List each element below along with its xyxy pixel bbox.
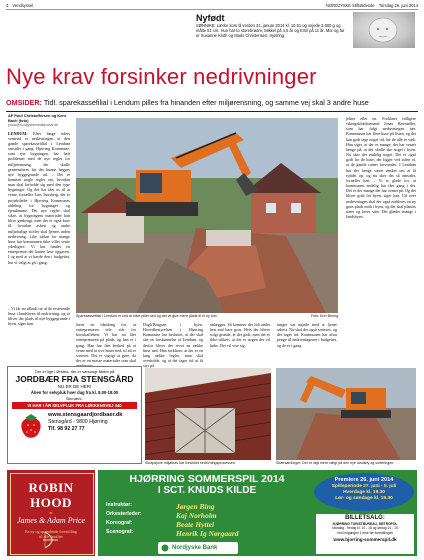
sommerspil-ad	[98, 470, 417, 556]
robinhood-ad	[7, 470, 95, 556]
jordbaer-address: Stensgård · 9800 Hjørring	[48, 419, 108, 425]
kicker: OMSIDER:	[6, 98, 42, 107]
byline: AF Poul Christoffersen og Kent Bach (foto)	[8, 113, 66, 123]
robinhood-sub4: til alle familier	[39, 534, 63, 539]
sommerspil-site[interactable]: www.hjorring-sommerspil.dk	[333, 537, 397, 543]
sommerspil-subtitle: I SCT. KNUDS KILDE	[157, 485, 257, 496]
page-header	[6, 3, 418, 10]
robinhood-sub1: at	[49, 510, 53, 515]
body-text-6: jekter eller en. Forklarer tidligere vikingeklubformand Jonas Havmøller, som har fulgt nedrivningen tæt. Kommunen har flere huse på listen, og det kan godt tage noget tid, før de alle er væk. Han siger, at der er mange, der har ventet længe på, at der skulle ske noget i byen. Nu sker der endelig noget. Det er også godt for de huse, der ligger ved siden af, at de gamle ruiner forsvinder. I Lendum har der længe været ønsket om at få ryddet op, og nu sker det så omsider, fortæller han. – Vi er glade for, at kommunen endelig har fået gang i det. Det er der mange der har ventet på. Og det bliver godt for byen, siger han. Ud over nedrivningen skal der også etableres en ny grøn plads midt i byen, og der skal plantes træer og laves stier. Det glæder mange i landsbyen.	[346, 116, 416, 219]
role-name: Jørgen Bing	[176, 502, 215, 511]
roof-photo-caption: Skrapsjove miljøkrav har forsinket nedrivningsprocessen.	[145, 461, 236, 465]
dates-2: Hverdage kl. 19.30	[343, 490, 385, 495]
sommerspil-title: HJØRRING SOMMERSPIL 2014	[129, 473, 285, 485]
dates-badge	[314, 473, 414, 511]
tickets-3: Ved indgangen 1 time før forestillingen	[336, 530, 394, 535]
premiere: Premiere 26. juni 2014	[334, 477, 394, 483]
robinhood-sub3: En ny og spændende forestilling	[25, 529, 77, 534]
page-date: Torsdag 26. juni 2014	[378, 3, 418, 8]
jordbaer-welcome: Bemærk:	[66, 396, 83, 401]
jordbaer-banner: VI HAR I ÅR SELVPLUK FRA LØKKENSVEJ 440	[12, 402, 137, 409]
jordbaer-sub: NU ER DE HER!	[57, 384, 92, 389]
birth-notice	[196, 13, 346, 47]
sponsor-box	[158, 542, 238, 554]
tickets-1: HJØRRING TURISTBUREAU, METROPOL	[332, 522, 398, 526]
jordbaer-site[interactable]: www.stensgaardjordbaer.dk	[48, 412, 123, 418]
byline-email: poulc@nordjyskemedieportal.dk	[8, 123, 58, 128]
robinhood-title: ROBIN HOOD	[28, 480, 74, 510]
strawberry-icon	[16, 412, 46, 442]
sponsor-name: Nordjyske Bank	[172, 545, 218, 551]
role-row	[106, 511, 306, 520]
bow-icon	[41, 530, 61, 550]
section-name: Vendsyssel	[12, 3, 34, 8]
robinhood-sub2: James & Adam Price	[16, 516, 86, 525]
dates-1: Spilleperiode 27. juni - 5. juli	[331, 484, 397, 489]
rule	[6, 111, 418, 112]
baby-photo	[353, 12, 415, 48]
roof-photo	[145, 368, 271, 460]
tickets-2: Mandag - fredag kl. 10 - 18 og lørdag 10 - 15	[332, 526, 398, 531]
jordbaer-hours: Åben for selvpluk hver dag fra kl. 8.00-18.00	[30, 390, 119, 395]
birth-text: SØNNIKE: Lærke kom til verden 31. januar 2014 kl. 10.51 og vejede 3.500 g og målte 51 cm. Hun har to storebrødre, Mikkel på 4,5 år og Emil på 11 år. Mor og far er Susanne Kloth og Mads Christensen, Hjørring.	[196, 23, 345, 39]
body-text-4: anlægges. Så kommer der lidt andet hen end bare grus. Hvis der bliver solgt grunde, er det godt, men det er ikke sikkert, at der er nogen der vil købe. Det vil vise sig.	[210, 322, 270, 348]
nordjyske-bank-logo-icon	[161, 544, 169, 552]
jordbaer-phone: Tlf. 98 92 27 77	[48, 426, 85, 432]
page-number: 4	[6, 3, 9, 8]
tickets-title: BILLETSALG:	[345, 515, 385, 521]
main-photo-caption: Sparekassefilial i Lendum er ved at blive pillet ned og det vil give mere plads til et ny torv.	[76, 314, 218, 318]
paper-name: NORDJYSKE Stiftstidende	[326, 3, 375, 8]
jordbaer-title: JORDBÆR FRA STENSGÅRD	[15, 374, 134, 384]
subhead-text: Tidl. sparekassefilial i Lendum pilles fra hinanden efter miljørensning, og samme vej skal 3 andre huse	[43, 98, 369, 107]
role-row	[106, 502, 306, 511]
body-text-5: ninger var nøjede med at fjerne asbest. Nu skal der også sorteres, og det tager tid. Kommunen har afsat penge til nedrivningerne i budgettet, og de er i gang.	[277, 322, 337, 348]
body-text-2: ferne en håndring for, at entreprenøren selv står for bortskaffelsen. Vi har nu fået entreprenøren på plads, og han er i gang. Han har fået besked på at vente med at rive huset ned, til alt er sorteret. Det er vigtigt at gøre, da der er en masse materialer som skal	[76, 322, 136, 364]
role-label: Koreograf:	[106, 520, 133, 526]
role-name: Kaj Norholm	[176, 511, 217, 520]
role-name: Henrik Ig Nørgaard	[176, 529, 239, 538]
article-headline: Nye krav forsinker nedrivninger	[6, 64, 317, 89]
dateline: LENDUM:	[8, 130, 28, 136]
article-subheadline	[6, 98, 420, 107]
body-text-1: Efter lange tiders ventetid er nedrivningen af den gamle sparekassefilial i Lendum omsider i gang. Hjørring Kommune, som ejer bygningen, har haft problemer med de nye regler for miljørensning, der skulle gennemføres før der kunne lægges nye byggegrunde ud. – Det er kommet nogle regler om, hvordan man skal forholde sig med den type bygninger. Og det har fået os til at vente, fortæller Lars Tuusberg, der er projektleder i Hjørring Kommunes afdeling for bygninger og ejendomme. Det nye regler skal sikre, at bygningens materialer kan blive genbrugt, men der er også krav til, hvordan asbest og andre miljøfarlige stoffer skal fjernes inden nedrivning. Like sådan for mange huse har kommunen ikke villet vente yderligere. Vi har fundet en entreprenør der kunne løse opgaven. I og med at vi havde den i budgettet, har vi valgt at gå i gang.	[8, 130, 70, 265]
body-text-3: Dagli'Brugsen i byen. Hovedbestyrelsen i Hjørring Kommune har besluttet, at der skal ske en forskønnelse af Lendum, og derfor bliver der revet en række huse ned. Han forklarer, at der er en lang række regler, man skal overholde, og at det tager tid at få styr på.	[143, 322, 203, 369]
jordbaer-line1: Der er lige i Ørsted, der er sæsongt åbent på	[34, 369, 115, 374]
dates-3: Lør- og søndage kl. 15.30	[335, 496, 393, 501]
body-text-1b: – Vi får nu tilbudt tre af de resterende huse i landsbyen til nedrivning, og så bliver der plads til nye byggegrunde i byen, siger han.	[8, 305, 70, 327]
article-column-1	[8, 114, 70, 360]
main-photo-credit: Foto: Kurt Bering	[310, 314, 338, 318]
tickets-box	[316, 514, 414, 554]
role-row	[106, 520, 306, 529]
jordbaer-ad	[7, 366, 142, 464]
role-label: Scenograf:	[106, 529, 134, 535]
excavator-photo-caption: Skærsamlinger: Der er lagt mere vægt på den nye landsby og sorteringen.	[276, 461, 395, 465]
role-row	[106, 529, 306, 538]
birth-title: Nyfødt	[196, 13, 225, 23]
role-label: Instruktør:	[106, 502, 132, 508]
role-name: Beate Hyttel	[176, 520, 215, 529]
main-photo	[76, 118, 338, 313]
excavator-photo	[276, 368, 416, 460]
role-label: Orkesterleder:	[106, 511, 142, 517]
main-photo-caption-row	[76, 314, 338, 318]
sommerspil-roles	[106, 502, 306, 538]
